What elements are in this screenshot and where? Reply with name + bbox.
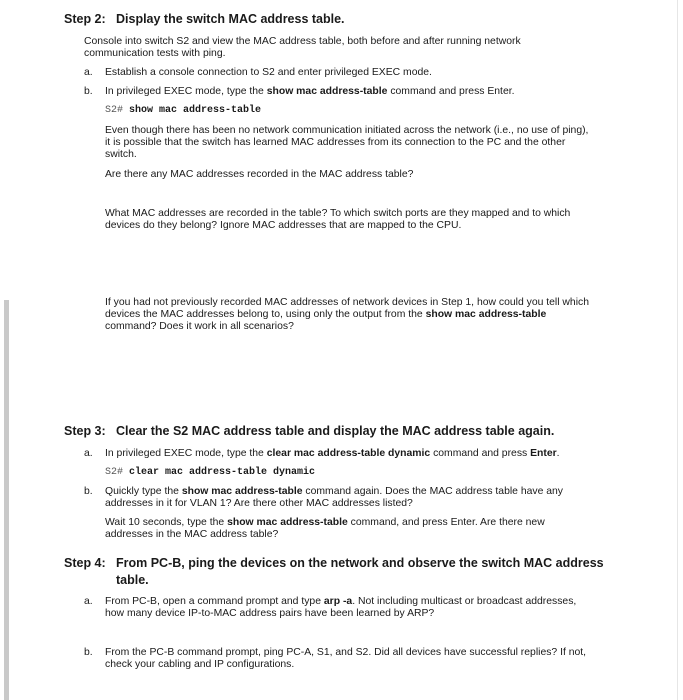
step3-item-a-command: clear mac address-table dynamic <box>266 448 431 459</box>
step2-number: Step 2: <box>64 12 106 26</box>
step3-item-a-text <box>105 448 560 461</box>
step4-item-b-marker: b. <box>84 647 93 658</box>
step3-item-b-command: show mac address-table <box>181 486 303 497</box>
step2-item-a-marker: a. <box>84 67 93 78</box>
cli-prompt: S2# <box>105 105 124 116</box>
step3-item-a-marker: a. <box>84 448 93 459</box>
cli-command: show mac address-table <box>129 105 262 116</box>
step2-para1-line3: switch. <box>105 149 137 160</box>
step2-question3-line3: command? Does it work in all scenarios? <box>105 321 294 332</box>
page-edge-divider <box>677 0 678 700</box>
step2-question3-line1: If you had not previously recorded MAC addresses of network devices in Step 1, how could you tell which <box>105 297 589 308</box>
step3-item-a-pre: In privileged EXEC mode, type the <box>105 448 267 459</box>
step4-item-a-post: . Not including multicast or broadcast addresses, <box>352 596 577 607</box>
step3-wait-pre: Wait 10 seconds, type the <box>105 517 228 528</box>
step4-item-a-line2: how many device IP-to-MAC address pairs have been learned by ARP? <box>105 608 435 619</box>
step4-item-b-line2: check your cabling and IP configurations. <box>105 659 295 670</box>
step3-item-b-post: command again. Does the MAC address table have any <box>302 486 564 497</box>
step3-item-a-key: Enter <box>530 448 557 459</box>
step2-item-a-text: Establish a console connection to S2 and enter privileged EXEC mode. <box>105 67 432 78</box>
step2-command-line <box>105 105 261 117</box>
step4-title-line2: table. <box>116 573 149 587</box>
step3-heading <box>64 423 554 440</box>
step3-wait-line1 <box>105 517 545 530</box>
step2-question2-line2: devices do they belong? Ignore MAC addresses that are mapped to the CPU. <box>105 220 462 231</box>
step2-item-b-text <box>105 86 515 99</box>
step3-item-b-line1 <box>105 486 563 499</box>
step4-item-b-line1: From the PC-B command prompt, ping PC-A, S1, and S2. Did all devices have successful replies? If not, <box>105 647 587 658</box>
step2-question3-command: show mac address-table <box>425 309 547 320</box>
step2-item-b-command: show mac address-table <box>266 86 388 97</box>
step2-heading <box>64 11 345 28</box>
step3-number: Step 3: <box>64 424 106 438</box>
step3-item-b-pre: Quickly type the <box>105 486 182 497</box>
step2-question3-line2 <box>105 309 546 322</box>
step2-para1-line2: it is possible that the switch has learned MAC addresses from its connection to the PC and the other <box>105 137 566 148</box>
step3-wait-post: command, and press Enter. Are there new <box>347 517 545 528</box>
step4-item-a-line1 <box>105 596 576 609</box>
step2-intro-line2: communication tests with ping. <box>84 48 226 59</box>
step2-question3-line2-pre: devices the MAC addresses belong to, using only the output from the <box>105 309 426 320</box>
step2-title: Display the switch MAC address table. <box>116 12 345 26</box>
step3-title: Clear the S2 MAC address table and display the MAC address table again. <box>116 424 555 438</box>
step2-item-b-marker: b. <box>84 86 93 97</box>
cli-command: clear mac address-table dynamic <box>129 467 316 478</box>
scrollbar[interactable] <box>4 300 9 700</box>
step4-item-a-pre: From PC-B, open a command prompt and type <box>105 596 324 607</box>
step3-item-b-line2: addresses in it for VLAN 1? Are there other MAC addresses listed? <box>105 498 413 509</box>
step4-title-line1: From PC-B, ping the devices on the network and observe the switch MAC address <box>116 556 604 570</box>
step4-item-a-command: arp -a <box>323 596 353 607</box>
step4-heading <box>64 555 604 572</box>
step4-item-a-marker: a. <box>84 596 93 607</box>
step3-wait-command: show mac address-table <box>227 517 348 528</box>
step4-number: Step 4: <box>64 556 106 570</box>
cli-prompt: S2# <box>105 467 124 478</box>
step3-item-b-marker: b. <box>84 486 93 497</box>
step2-question1: Are there any MAC addresses recorded in the MAC address table? <box>105 169 414 180</box>
step2-question2-line1: What MAC addresses are recorded in the table? To which switch ports are they mapped and to which <box>105 208 571 219</box>
step2-intro-line1: Console into switch S2 and view the MAC address table, both before and after running network <box>84 36 521 47</box>
step3-item-a-mid: command and press <box>430 448 531 459</box>
step3-item-a-post: . <box>556 448 560 459</box>
step2-para1-line1: Even though there has been no network communication initiated across the network (i.e., no use of ping), <box>105 125 589 136</box>
step3-wait-line2: addresses in the MAC address table? <box>105 529 279 540</box>
step3-command-line <box>105 467 315 479</box>
step2-item-b-post: command and press Enter. <box>387 86 515 97</box>
step2-item-b-pre: In privileged EXEC mode, type the <box>105 86 267 97</box>
